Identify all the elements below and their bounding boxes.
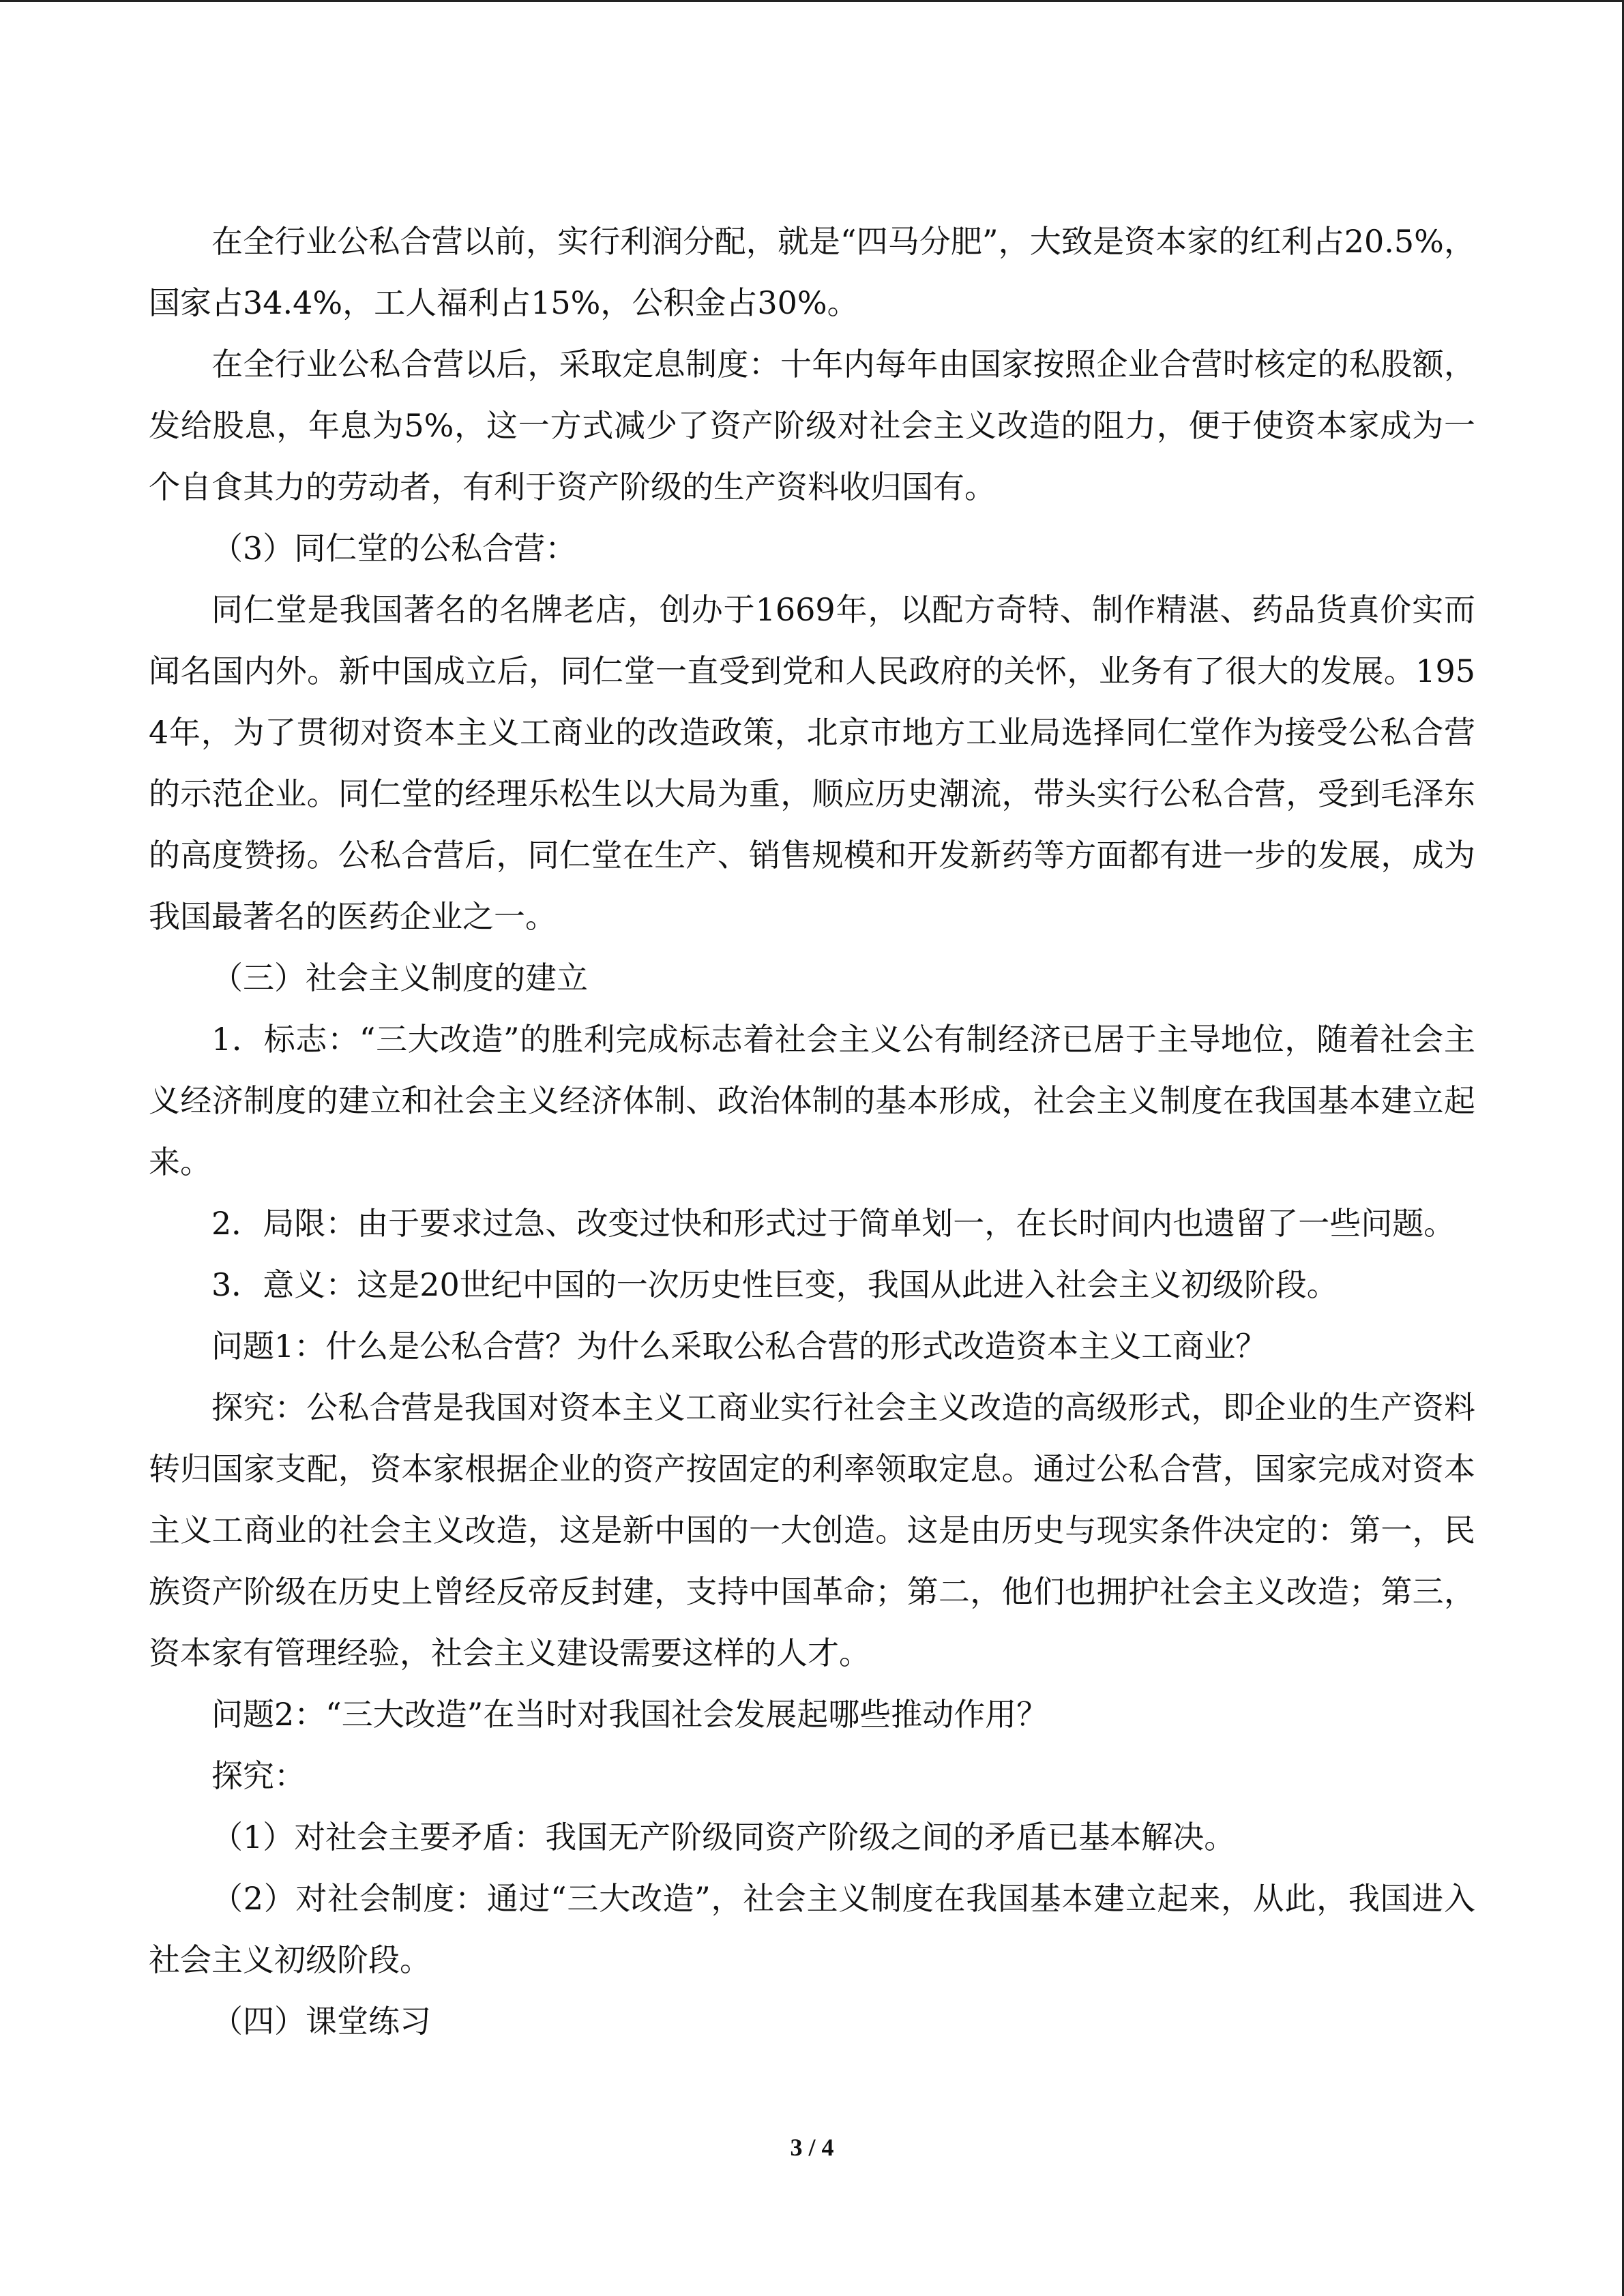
subheading-tongrentang: （3）同仁堂的公私合营： xyxy=(211,530,577,567)
document-body xyxy=(149,211,1475,2052)
answer-2-label: 探究： xyxy=(211,1757,306,1794)
page-number: 3 / 4 xyxy=(790,2134,834,2161)
paragraph-profit-distribution: 在全行业公私合营以前，实行利润分配，就是“四马分肥”，大致是资本家的红利占20.5%，国家占34.4%，工人福利占15%，公积金占30%。 xyxy=(149,223,1475,321)
answer-2-point-2: （2）对社会制度：通过“三大改造”，社会主义制度在我国基本建立起来，从此，我国进入社会主义初级阶段。 xyxy=(149,1880,1475,1978)
paragraph-fixed-interest: 在全行业公私合营以后，采取定息制度：十年内每年由国家按照企业合营时核定的私股额，发给股息，年息为5%，这一方式减少了资产阶级对社会主义改造的阻力，便于使资本家成为一个自食其力的劳动者，有利于资产阶级的生产资料收归国有。 xyxy=(149,346,1475,505)
section-heading-socialist-system: （三）社会主义制度的建立 xyxy=(211,959,588,996)
section-heading-classroom-practice: （四）课堂练习 xyxy=(211,2003,431,2040)
answer-2-point-1: （1）对社会主要矛盾：我国无产阶级同资产阶级之间的矛盾已基本解决。 xyxy=(211,1819,1236,1855)
question-1: 问题1：什么是公私合营？为什么采取公私合营的形式改造资本主义工商业？ xyxy=(211,1328,1267,1365)
paragraph-limitation: 2．局限：由于要求过急、改变过快和形式过于简单划一，在长时间内也遗留了一些问题。 xyxy=(211,1205,1456,1242)
answer-1: 探究：公私合营是我国对资本主义工商业实行社会主义改造的高级形式，即企业的生产资料转归国家支配，资本家根据企业的资产按固定的利率领取定息。通过公私合营，国家完成对资本主义工商业的社会主义改造，这是新中国的一大创造。这是由历史与现实条件决定的：第一，民族资产阶级在历史上曾经反帝反封建，支持中国革命；第二，他们也拥护社会主义改造；第三，资本家有管理经验，社会主义建设需要这样的人才。 xyxy=(149,1389,1475,1671)
paragraph-significance: 3．意义：这是20世纪中国的一次历史性巨变，我国从此进入社会主义初级阶段。 xyxy=(211,1266,1338,1303)
paragraph-tongrentang: 同仁堂是我国著名的名牌老店，创办于1669年，以配方奇特、制作精湛、药品货真价实而闻名国内外。新中国成立后，同仁堂一直受到党和人民政府的关怀，业务有了很大的发展。1954年，为了贯彻对资本主义工商业的改造政策，北京市地方工业局选择同仁堂作为接受公私合营的示范企业。同仁堂的经理乐松生以大局为重，顺应历史潮流，带头实行公私合营，受到毛泽东的高度赞扬。公私合营后，同仁堂在生产、销售规模和开发新药等方面都有进一步的发展，成为我国最著名的医药企业之一。 xyxy=(149,591,1475,935)
paragraph-sign: 1．标志：“三大改造”的胜利完成标志着社会主义公有制经济已居于主导地位，随着社会主义经济制度的建立和社会主义经济体制、政治体制的基本形成，社会主义制度在我国基本建立起来。 xyxy=(149,1021,1475,1180)
question-2: 问题2：“三大改造”在当时对我国社会发展起哪些推动作用？ xyxy=(211,1696,1048,1733)
